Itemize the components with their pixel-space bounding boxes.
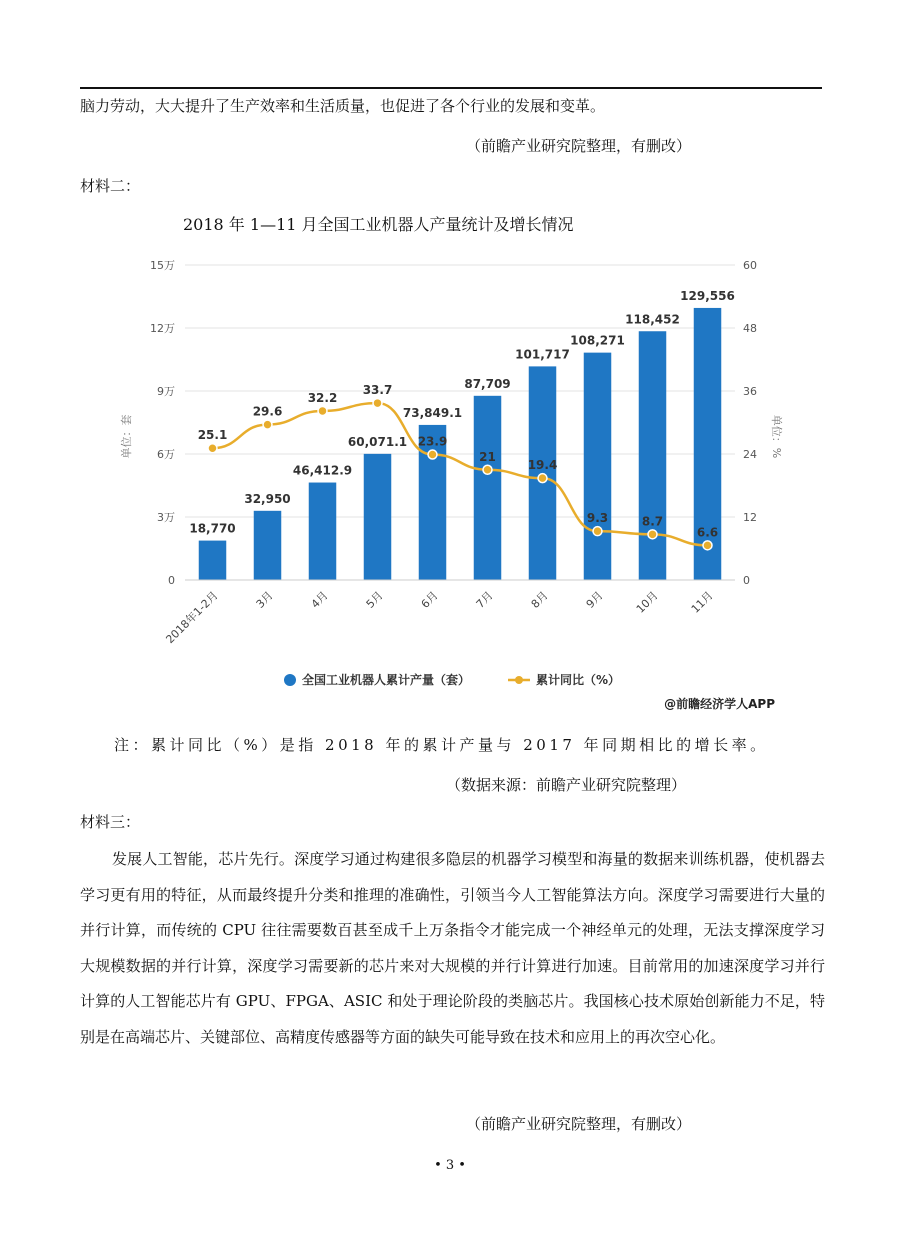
growth-point [428, 450, 437, 459]
x-tick-label: 6月 [418, 588, 441, 611]
growth-value-label: 9.3 [586, 511, 609, 526]
chart-axes [119, 259, 783, 646]
growth-value-label: 25.1 [197, 428, 228, 443]
y-left-tick-label: 0 [168, 574, 175, 587]
source-credit-3: （前瞻产业研究院整理，有删改） [466, 1115, 692, 1133]
material-3-paragraph: 发展人工智能，芯片先行。深度学习通过构建很多隐层的机器学习模型和海量的数据来训练机器，使机器去学习更有用的特征，从而最终提升分类和推理的准确性，引领当今人工智能算法方向。深度学习需要进行大量的并行计算，而传统的 CPU 往往需要数百甚至成千上万条指令才能完成一个神经单元的处理，无法支撑深度学习大规模数据的并行计算，深度学习需要新的芯片来对大规模的并行计算进行加速。目前常用的加速深度学习并行计算的人工智能芯片有 GPU、FPGA、ASIC 和处于理论阶段的类脑芯片。我国核心技术原始创新能力不足，特别是在高端芯片、关键部位、高精度传感器等方面的缺失可能导致在技术和应用上的再次空心化。 [80, 850, 825, 1046]
bar [254, 511, 282, 580]
bar [474, 396, 502, 580]
growth-point [373, 399, 382, 408]
y-right-tick-label: 12 [743, 511, 757, 524]
growth-point [318, 406, 327, 415]
growth-point [263, 420, 272, 429]
bar-value-label: 87,709 [464, 376, 511, 391]
y-left-tick-label: 12万 [150, 322, 175, 335]
y-left-tick-label: 15万 [150, 259, 175, 272]
x-tick-label: 10月 [633, 588, 661, 616]
source-credit-1: （前瞻产业研究院整理，有删改） [466, 137, 692, 155]
bar-value-label: 46,412.9 [292, 463, 353, 478]
growth-point [538, 474, 547, 483]
x-tick-label: 3月 [253, 588, 276, 611]
y-right-tick-label: 48 [743, 322, 757, 335]
y-left-tick-label: 3万 [157, 511, 175, 524]
growth-value-label: 29.6 [252, 404, 283, 419]
bar [199, 541, 227, 580]
growth-point [648, 530, 657, 539]
bar [584, 353, 612, 580]
growth-line-path [213, 403, 708, 545]
growth-value-label: 8.7 [641, 514, 664, 529]
growth-value-label: 19.4 [527, 458, 558, 473]
bar-value-label: 18,770 [189, 521, 236, 536]
chart-note: 注：累计同比（%）是指 2018 年的累计产量与 2017 年同期相比的增长率。 [114, 736, 769, 754]
x-tick-label: 4月 [308, 588, 331, 611]
x-tick-label: 2018年1-2月 [163, 588, 221, 647]
top-rule [80, 87, 822, 89]
bar-value-label: 73,849.1 [402, 405, 463, 420]
growth-value-label: 33.7 [362, 383, 393, 398]
growth-value-label: 32.2 [307, 390, 338, 405]
chart-bars [199, 308, 722, 580]
bar-value-label: 129,556 [680, 288, 735, 303]
x-tick-label: 11月 [688, 588, 716, 616]
bar-value-label: 101,717 [515, 347, 570, 362]
x-tick-label: 9月 [583, 588, 606, 611]
page-number: • 3 • [434, 1158, 466, 1173]
growth-value-label: 23.9 [417, 434, 448, 449]
chart-growth-line [208, 399, 712, 550]
source-credit-2: （数据来源：前瞻产业研究院整理） [446, 776, 687, 794]
chart-title: 2018 年 1—11 月全国工业机器人产量统计及增长情况 [183, 215, 574, 234]
bar [639, 331, 667, 580]
x-tick-label: 5月 [363, 588, 386, 611]
y-right-axis-title: 单位：% [770, 414, 783, 459]
chart-credit: @前瞻经济学人APP [664, 697, 775, 711]
legend-bar-label: 全国工业机器人累计产量（套） [302, 673, 471, 687]
growth-point [593, 527, 602, 536]
intro-line: 脑力劳动，大大提升了生产效率和生活质量，也促进了各个行业的发展和变革。 [80, 97, 606, 115]
y-right-tick-label: 36 [743, 385, 757, 398]
growth-point [703, 541, 712, 550]
legend-bar-swatch [284, 674, 296, 686]
material-3-label: 材料三： [80, 813, 141, 831]
bar-value-label: 60,071.1 [347, 434, 408, 449]
growth-value-label: 21 [479, 449, 496, 464]
x-tick-label: 7月 [473, 588, 496, 611]
y-left-tick-label: 9万 [157, 385, 175, 398]
y-left-tick-label: 6万 [157, 448, 175, 461]
bar [309, 483, 337, 580]
bar [364, 454, 392, 580]
x-tick-label: 8月 [528, 588, 551, 611]
legend-line-label: 累计同比（%） [536, 673, 621, 687]
legend-line-dot [515, 676, 523, 684]
y-right-tick-label: 0 [743, 574, 750, 587]
y-right-tick-label: 24 [743, 448, 757, 461]
growth-point [208, 444, 217, 453]
growth-point [483, 465, 492, 474]
y-right-tick-label: 60 [743, 259, 757, 272]
chart-legend [284, 672, 775, 711]
y-left-axis-title: 单位：套 [120, 414, 133, 459]
production-chart [110, 245, 800, 715]
bar-value-label: 108,271 [570, 333, 625, 348]
growth-value-label: 6.6 [696, 525, 719, 540]
material-2-label: 材料二： [80, 177, 141, 195]
bar-value-label: 32,950 [244, 491, 291, 506]
bar-value-label: 118,452 [625, 312, 680, 327]
